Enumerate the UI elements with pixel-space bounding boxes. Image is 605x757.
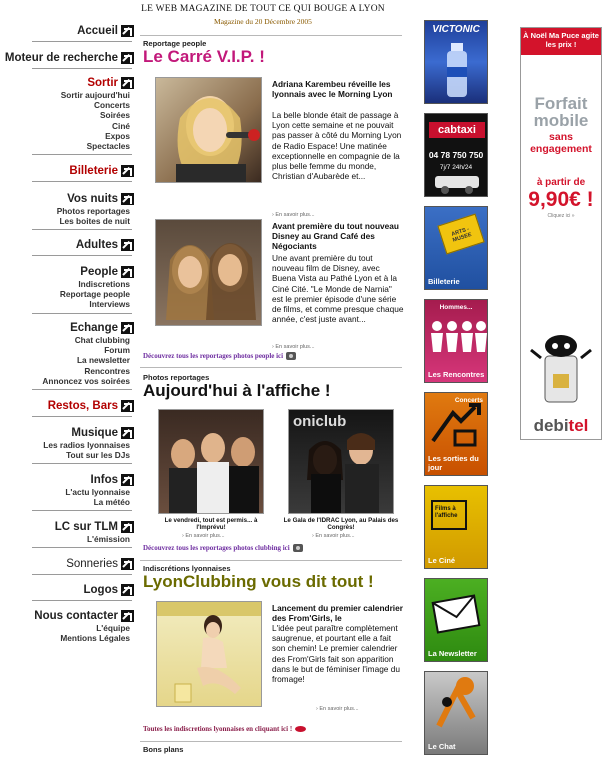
- club-photo-icon: [159, 410, 264, 514]
- nav-sub-interviews[interactable]: Interviews: [89, 299, 130, 310]
- debitel-a-partir-de: à partir de: [536, 177, 586, 188]
- nav-label: Billeterie: [69, 165, 118, 177]
- nav-label: Musique: [71, 427, 118, 439]
- camera-icon: [293, 544, 303, 552]
- people-article2-title[interactable]: Avant première du tout nouveau Disney au Grand Café des Négociants: [272, 221, 399, 251]
- calendar-photo-icon: [157, 602, 262, 707]
- arrow-icon: [121, 322, 134, 334]
- ticket-icon: [437, 214, 484, 255]
- nav-label: Adultes: [75, 239, 118, 251]
- club-logo-text: oniclub: [293, 413, 347, 430]
- lips-icon: [295, 726, 306, 732]
- indiscretions-kicker: Indiscrétions lyonnaises: [143, 564, 231, 573]
- arrow-icon: [121, 52, 134, 64]
- cine-label: Le Ciné: [428, 555, 456, 565]
- rencontres-ad[interactable]: [424, 299, 488, 383]
- nav-item-sortir[interactable]: [0, 76, 134, 151]
- arrow-icon: [121, 193, 134, 205]
- nav-label: Vos nuits: [67, 193, 118, 205]
- idrac-more-link[interactable]: › En savoir plus...: [312, 533, 355, 539]
- debitel-promo-header: À Noël Ma Puce agite les prix !: [521, 28, 601, 55]
- film-frame-icon: [431, 500, 467, 530]
- nav-sub-rencontres[interactable]: Rencontres: [84, 365, 130, 376]
- people-kicker: Reportage people: [143, 39, 207, 48]
- sim-card-mascot-icon: [521, 328, 602, 418]
- person-photo-icon: [156, 78, 262, 183]
- nav-sub-reportage-people[interactable]: Reportage people: [59, 289, 130, 300]
- photos-discover-text: Découvrez tous les reportages photos clubbing ici: [143, 544, 290, 552]
- debitel-banner-ad[interactable]: [520, 27, 602, 440]
- indiscretions-article-title[interactable]: Lancement du premier calendrier des From'Girls, le: [272, 603, 403, 623]
- fromgirls-calendar-photo[interactable]: [156, 601, 262, 707]
- nav-item-sonneries[interactable]: [0, 557, 134, 571]
- nav-sub-boites-de-nuit[interactable]: Les boites de nuit: [59, 216, 130, 227]
- nav-label: Sonneries: [66, 558, 118, 570]
- idrac-caption[interactable]: Le Gala de l'IDRAC Lyon, au Palais des Congrès!: [283, 517, 399, 532]
- nav-sub-emission[interactable]: L'émission: [86, 534, 130, 544]
- nav-item-musique[interactable]: [0, 426, 134, 460]
- arrow-icon: [121, 25, 134, 37]
- nav-sub-meteo[interactable]: La météo: [93, 497, 130, 508]
- ticket-text: ARTS - MUSEE: [450, 226, 473, 244]
- people-article1-more-link[interactable]: › En savoir plus...: [272, 212, 315, 218]
- nav-sub-equipe[interactable]: L'équipe: [96, 623, 130, 633]
- nav-sub-newsletter[interactable]: La newsletter: [76, 355, 130, 366]
- taxi-icon: [425, 114, 488, 197]
- nav-sub-sortir-aujourdhui[interactable]: Sortir aujourd'hui: [60, 90, 130, 100]
- section-divider: [140, 367, 402, 368]
- nav-item-restos-bars[interactable]: [0, 399, 134, 413]
- people-article2-body: Une avant première du tout nouveau film de Disney, avec Buena Vista au Pathé Lyon et à la Ciné Cité. "Le Monde de Narnia" est le premier épisode d'une série de films, et comme presque chaque année, c'est juste avant...: [272, 253, 404, 325]
- people-discover-text: Découvrez tous les reportages photos people ici: [143, 352, 284, 360]
- arrow-icon: [121, 584, 134, 596]
- photos-kicker: Photos reportages: [143, 373, 210, 382]
- nav-sub-annoncez-soirees[interactable]: Annoncez vos soirées: [42, 375, 130, 386]
- debitel-logo-a: debi: [533, 416, 569, 435]
- cabtaxi-hours: 7j/7 24h/24: [439, 164, 473, 171]
- imprevu-caption[interactable]: Le vendredi, tout est permis... à l'Imprévu!: [164, 517, 258, 532]
- arrow-icon: [121, 239, 134, 251]
- people-article1-title[interactable]: Adriana Karembeu réveille les lyonnais avec le Morning Lyon: [272, 79, 393, 99]
- indiscretions-discover-link[interactable]: [143, 725, 306, 733]
- people-article1-body: La belle blonde était de passage à Lyon cette semaine et ne pouvait pas passer à côté du Morning Lyon de Radio Espace! Une matinée exceptionnelle en compagnie de la plus belle femme du monde, Christian d'Aubarède et...: [272, 110, 402, 182]
- chat-ad[interactable]: [424, 671, 488, 755]
- nav-item-accueil[interactable]: [0, 24, 134, 38]
- nav-sub-chat-clubbing[interactable]: Chat clubbing: [74, 335, 130, 345]
- rencontres-label: Les Rencontres: [428, 369, 485, 379]
- films-label: Films à l'affiche: [435, 506, 458, 519]
- concerts-label: Concerts: [454, 397, 483, 404]
- victonic-ad[interactable]: [424, 20, 488, 104]
- nav-label: LC sur TLM: [54, 521, 118, 533]
- nav-sub-tout-sur-les-djs[interactable]: Tout sur les DJs: [66, 450, 130, 461]
- nav-item-logos[interactable]: [0, 583, 134, 597]
- nav-sub-concerts[interactable]: Concerts: [94, 100, 130, 111]
- imprevu-photo[interactable]: [158, 409, 264, 514]
- bons-plans-kicker: Bons plans: [143, 745, 184, 754]
- gala-photo-icon: [289, 410, 394, 514]
- nav-sub-photos-reportages[interactable]: Photos reportages: [56, 206, 130, 216]
- arrow-icon: [121, 400, 134, 412]
- section-divider: [140, 560, 402, 561]
- people-section-title: Le Carré V.I.P. !: [143, 47, 265, 66]
- nav-sub-mentions-legales[interactable]: Mentions Légales: [60, 633, 130, 644]
- debitel-cliquez-ici[interactable]: Cliquez ici »: [547, 213, 575, 219]
- nav-item-lc-sur-tlm[interactable]: [0, 520, 134, 544]
- nav-label: Infos: [90, 474, 118, 486]
- cabtaxi-ad[interactable]: [424, 113, 488, 197]
- nav-item-echange[interactable]: [0, 321, 134, 386]
- camera-icon: [286, 352, 296, 360]
- nav-label: Echange: [70, 322, 118, 334]
- nav-sub-spectacles[interactable]: Spectacles: [86, 141, 130, 152]
- photos-discover-link[interactable]: [143, 544, 303, 552]
- section-divider: [140, 741, 402, 742]
- debitel-price: 9,90€ !: [528, 188, 594, 211]
- sorties-ad[interactable]: [424, 392, 488, 476]
- arrow-icon: [121, 610, 134, 622]
- people-article2-more-link[interactable]: › En savoir plus...: [272, 344, 315, 350]
- newsletter-label: La Newsletter: [428, 648, 477, 658]
- idrac-gala-photo[interactable]: [288, 409, 394, 514]
- arrow-icon: [121, 266, 134, 278]
- nav-sub-expos[interactable]: Expos: [105, 130, 130, 141]
- cabtaxi-logo: cabtaxi: [429, 122, 485, 138]
- section-divider: [140, 35, 402, 36]
- victonic-label: VICTONIC: [432, 24, 480, 35]
- nav-sub-cine[interactable]: Ciné: [112, 120, 130, 131]
- billeterie-label: Billeterie: [428, 276, 460, 286]
- nav-item-billeterie[interactable]: [0, 164, 134, 178]
- nav-item-vos-nuits[interactable]: [0, 192, 134, 226]
- disney-premiere-photo[interactable]: [155, 219, 262, 326]
- chat-label: Le Chat: [428, 741, 456, 751]
- billeterie-ad[interactable]: [424, 206, 488, 290]
- nav-label: Accueil: [77, 25, 118, 37]
- arrow-icon: [121, 427, 134, 439]
- nav-label: Nous contacter: [34, 610, 118, 622]
- arrow-icon: [121, 77, 134, 89]
- arrow-icon: [121, 558, 134, 570]
- adriana-photo[interactable]: [155, 77, 262, 183]
- indiscretions-discover-text: Toutes les indiscretions lyonnaises en cliquant ici !: [143, 725, 293, 733]
- nav-item-infos[interactable]: [0, 473, 134, 507]
- nav-label: Sortir: [87, 77, 118, 89]
- hommes-label: Hommes...: [439, 304, 473, 311]
- nav-label: Restos, Bars: [47, 400, 118, 412]
- nav-sub-forum[interactable]: Forum: [104, 345, 130, 356]
- photos-section-title: Aujourd'hui à l'affiche !: [143, 381, 331, 400]
- nav-sub-actu-lyonnaise[interactable]: L'actu lyonnaise: [65, 487, 130, 497]
- nav-label: Moteur de recherche: [4, 52, 118, 64]
- arrow-icon: [121, 165, 134, 177]
- site-title: LE WEB MAGAZINE DE TOUT CE QUI BOUGE A LYON: [141, 4, 385, 14]
- nav-label: People: [80, 266, 118, 278]
- arrow-icon: [121, 521, 134, 533]
- nav-sub-radios-lyonnaises[interactable]: Les radios lyonnaises: [43, 440, 130, 450]
- nav-item-adultes[interactable]: [0, 238, 134, 252]
- nav-item-nous-contacter[interactable]: [0, 609, 134, 643]
- indiscretions-more-link[interactable]: › En savoir plus...: [316, 706, 359, 712]
- people-discover-link[interactable]: [143, 352, 296, 360]
- imprevu-more-link[interactable]: › En savoir plus...: [182, 533, 225, 539]
- sorties-label: Les sorties du jour: [428, 454, 479, 472]
- people-photo-icon: [156, 220, 262, 326]
- cine-ad[interactable]: [424, 485, 488, 569]
- magazine-date: Magazine du 20 Décembre 2005: [214, 17, 312, 26]
- indiscretions-article-body: L'idée peut paraître complètement saugrenue, et pourtant elle a fait son chemin! Le premier calendrier des From'Girls fait son apparition dans le but de féminiser l'image du fromage!: [272, 623, 400, 685]
- debitel-sans-engagement: sans engagement: [530, 131, 592, 155]
- debitel-logo-b: tel: [568, 416, 589, 435]
- nav-item-moteur-de-recherche[interactable]: [0, 51, 134, 65]
- indiscretions-section-title: LyonClubbing vous dit tout !: [143, 572, 374, 591]
- cabtaxi-phone: 04 78 750 750: [428, 150, 484, 160]
- newsletter-ad[interactable]: [424, 578, 488, 662]
- debitel-logo: [521, 416, 601, 436]
- nav-sub-soirees[interactable]: Soirées: [100, 110, 130, 121]
- nav-label: Logos: [83, 584, 118, 596]
- nav-item-people[interactable]: [0, 265, 134, 310]
- arrow-icon: [121, 474, 134, 486]
- nav-sub-indiscretions[interactable]: Indiscretions: [78, 279, 130, 289]
- debitel-forfait: Forfait mobile: [533, 94, 589, 130]
